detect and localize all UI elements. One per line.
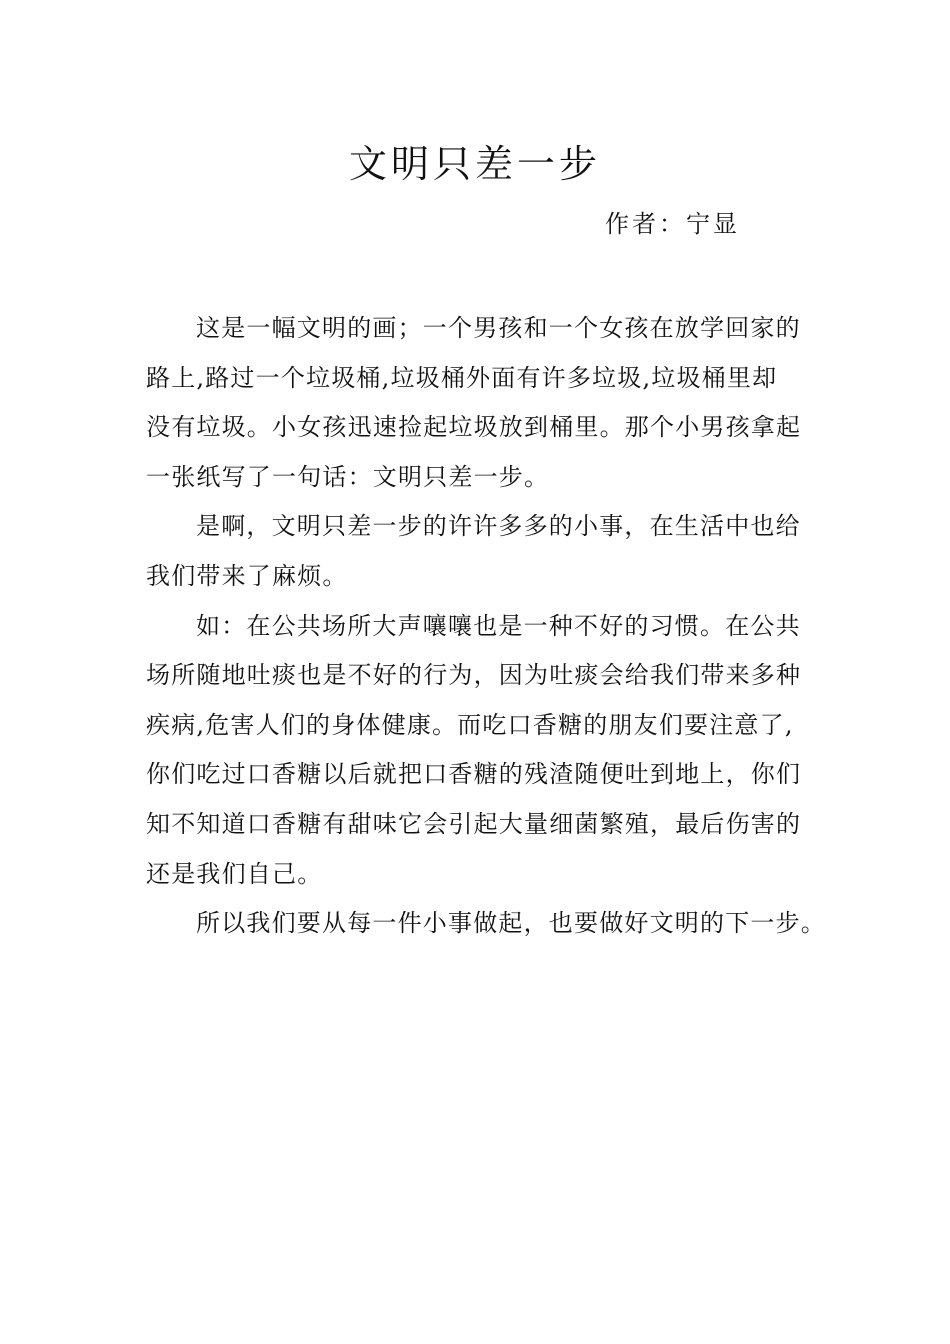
text-line: 如：在公共场所大声嚷嚷也是一种不好的习惯。在公共 <box>196 611 801 640</box>
text-line: 我们带来了麻烦。 <box>146 561 348 590</box>
paragraph <box>146 304 818 502</box>
text-line: 疾病,危害人们的身体健康。而吃口香糖的朋友们要注意了, <box>146 710 794 739</box>
paragraph <box>146 899 826 949</box>
text-line: 没有垃圾。小女孩迅速捡起垃圾放到桶里。那个小男孩拿起 <box>146 413 802 442</box>
text-line: 场所随地吐痰也是不好的行为，因为吐痰会给我们带来多种 <box>146 661 802 690</box>
text-line: 是啊，文明只差一步的许许多多的小事，在生活中也给 <box>196 512 801 541</box>
text-line: 还是我们自己。 <box>146 859 323 888</box>
essay-body <box>146 304 826 949</box>
text-line: 路上,路过一个垃圾桶,垃圾桶外面有许多垃圾,垃圾桶里却 <box>146 363 778 392</box>
text-line: 所以我们要从每一件小事做起，也要做好文明的下一步。 <box>196 909 826 938</box>
text-line: 一张纸写了一句话：文明只差一步。 <box>146 462 550 491</box>
paragraph <box>146 602 818 900</box>
text-line: 知不知道口香糖有甜味它会引起大量细菌繁殖，最后伤害的 <box>146 809 802 838</box>
text-line: 你们吃过口香糖以后就把口香糖的残渣随便吐到地上，你们 <box>146 760 802 789</box>
page-title: 文明只差一步 <box>348 142 601 186</box>
paragraph <box>146 502 818 601</box>
author-line: 作者：宁显 <box>605 210 740 238</box>
text-line: 这是一幅文明的画；一个男孩和一个女孩在放学回家的 <box>196 314 801 342</box>
